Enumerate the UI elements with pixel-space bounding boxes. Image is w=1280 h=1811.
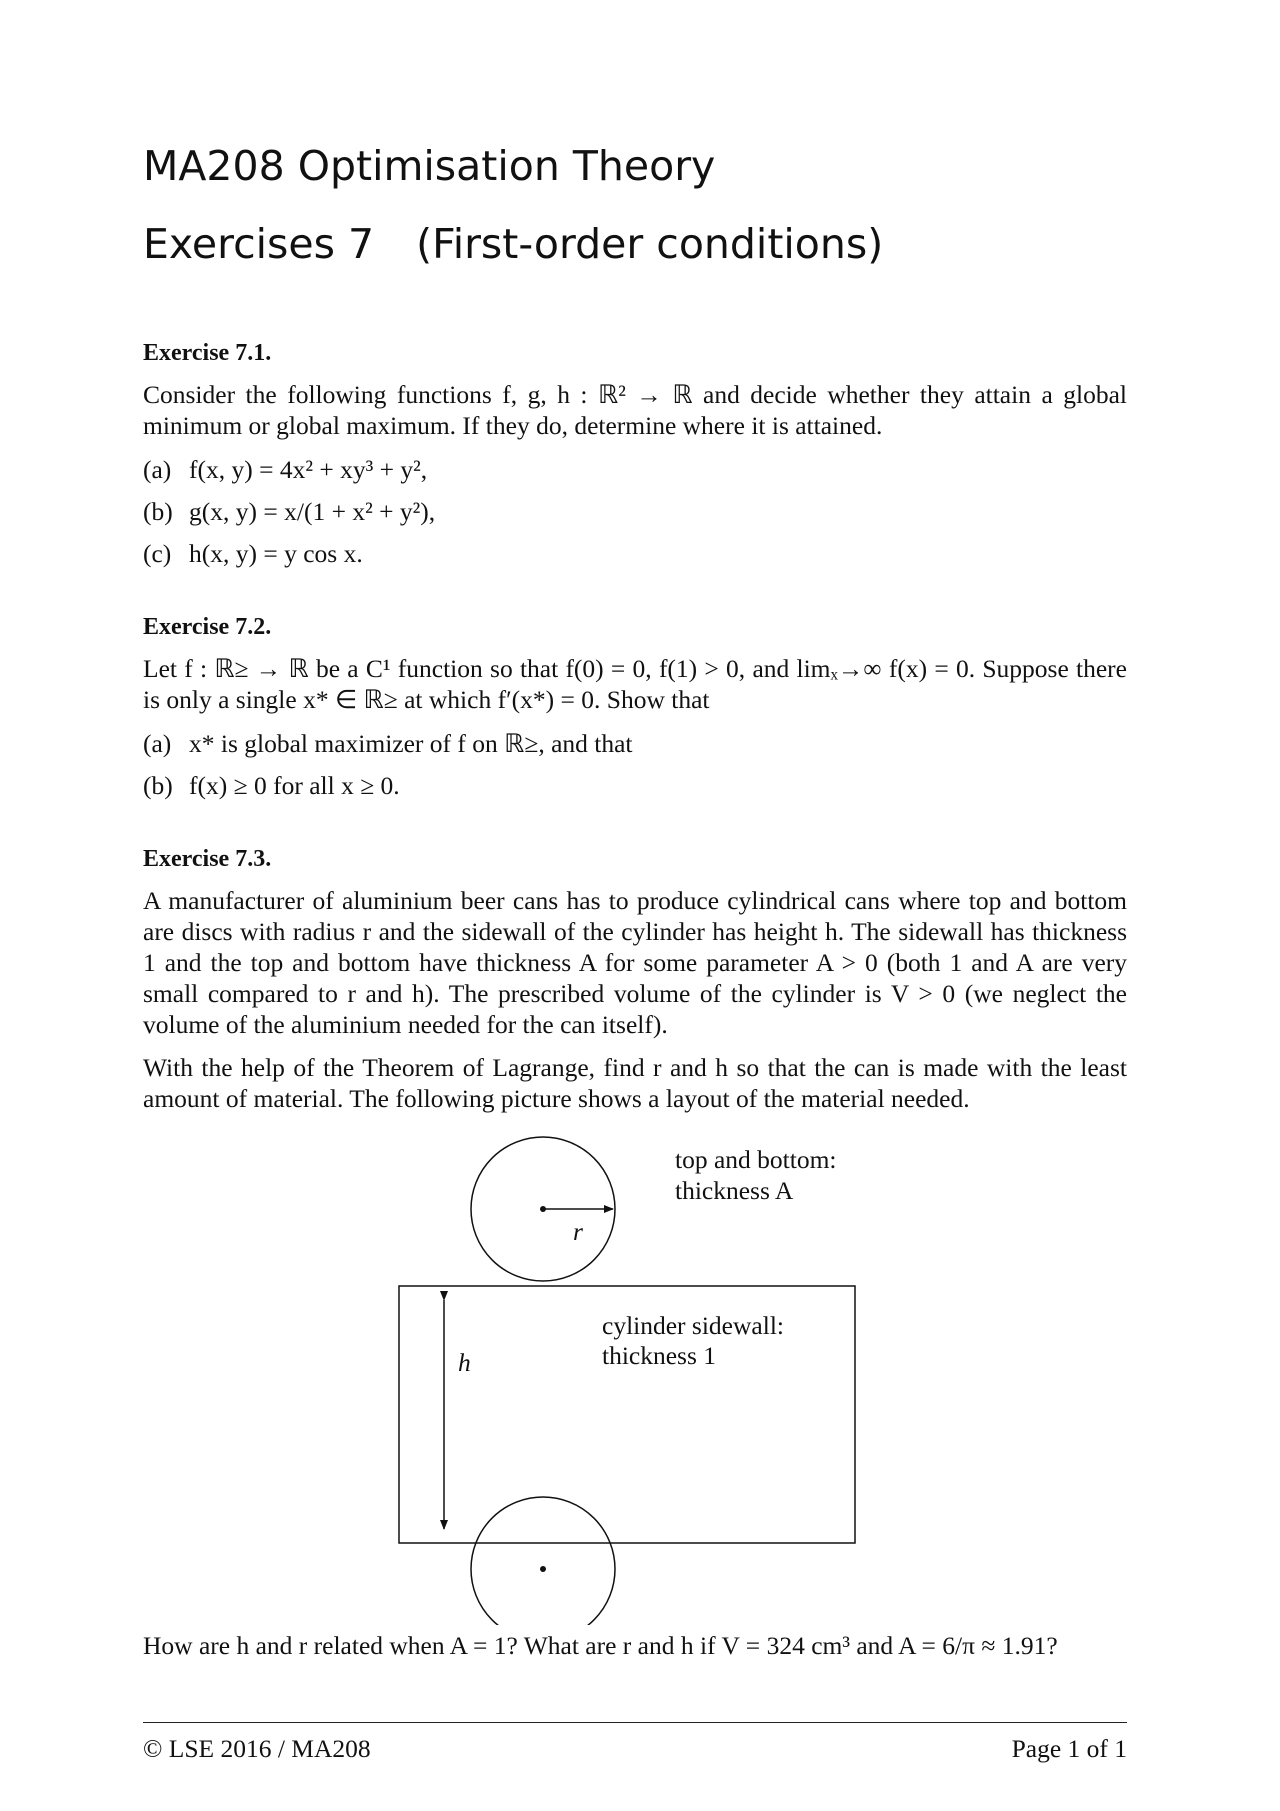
item-text: f(x, y) = 4x² + xy³ + y²,	[189, 455, 428, 484]
item-label: (c)	[143, 539, 172, 568]
item-label: (a)	[143, 455, 172, 484]
exercise-3-paragraph-1: A manufacturer of aluminium beer cans has to produce cylindrical cans where top and bottom are discs with radius r and the sidewall of the cylinder has height h. The sidewall has thickness 1 and the top and bottom have thickness A for some parameter A > 0 (both 1 and A are very small compared to r and h). The prescribed volume of the cylinder is V > 0 (we neglect the volume of the aluminium needed for the can itself).	[143, 886, 1127, 1039]
exercise-3-paragraph-2: With the help of the Theorem of Lagrange, find r and h so that the can is made with the least amount of material. The following picture shows a layout of the material needed.	[143, 1053, 1127, 1113]
item-label: (b)	[143, 497, 173, 526]
exercises-label: Exercises 7	[143, 220, 375, 268]
sidewall-label-line-2: thickness 1	[602, 1341, 717, 1370]
item-label: (a)	[143, 729, 172, 758]
item-text: h(x, y) = y cos x.	[189, 539, 363, 568]
bottom-disc	[471, 1497, 615, 1625]
can-layout-figure	[380, 1125, 900, 1625]
exercise-3-question: How are h and r related when A = 1? What are r and h if V = 324 cm³ and A = 6/π ≈ 1.91?	[143, 1631, 1058, 1660]
exercise-1-item-c	[143, 539, 363, 569]
exercise-3-heading: Exercise 7.3.	[143, 846, 272, 872]
item-text: g(x, y) = x/(1 + x² + y²),	[189, 497, 436, 526]
sidewall-label-line-1: cylinder sidewall:	[602, 1311, 784, 1340]
page-title: MA208 Optimisation Theory	[143, 142, 716, 190]
page-subtitle	[143, 220, 883, 268]
item-text: x* is global maximizer of f on ℝ≥, and that	[189, 729, 633, 758]
height-label: h	[458, 1348, 471, 1377]
bottom-disc-center	[540, 1566, 546, 1572]
item-text: f(x) ≥ 0 for all x ≥ 0.	[189, 771, 400, 800]
footer-divider	[143, 1722, 1127, 1723]
exercise-2-heading: Exercise 7.2.	[143, 614, 272, 640]
exercise-2-item-a	[143, 729, 633, 759]
exercise-2-item-b	[143, 771, 400, 801]
radius-label: r	[573, 1217, 583, 1246]
footer-page-number: Page 1 of 1	[1011, 1734, 1127, 1763]
top-bottom-label-line-1: top and bottom:	[675, 1145, 837, 1174]
exercise-1-heading: Exercise 7.1.	[143, 340, 272, 366]
footer-copyright: © LSE 2016 / MA208	[143, 1734, 371, 1763]
exercise-1-intro: Consider the following functions f, g, h : ℝ² → ℝ and decide whether they attain a global minimum or global maximum. If they do, determine where it is attained.	[143, 380, 1127, 440]
exercise-1-item-a	[143, 455, 427, 485]
exercise-2-intro: Let f : ℝ≥ → ℝ be a C¹ function so that f(0) = 0, f(1) > 0, and limₓ→∞ f(x) = 0. Suppose there is only a single x* ∈ ℝ≥ at which f′(x*) = 0. Show that	[143, 654, 1127, 714]
topic-label: (First-order conditions)	[416, 220, 884, 268]
top-bottom-label-line-2: thickness A	[675, 1176, 794, 1205]
exercise-1-item-b	[143, 497, 435, 527]
item-label: (b)	[143, 771, 173, 800]
